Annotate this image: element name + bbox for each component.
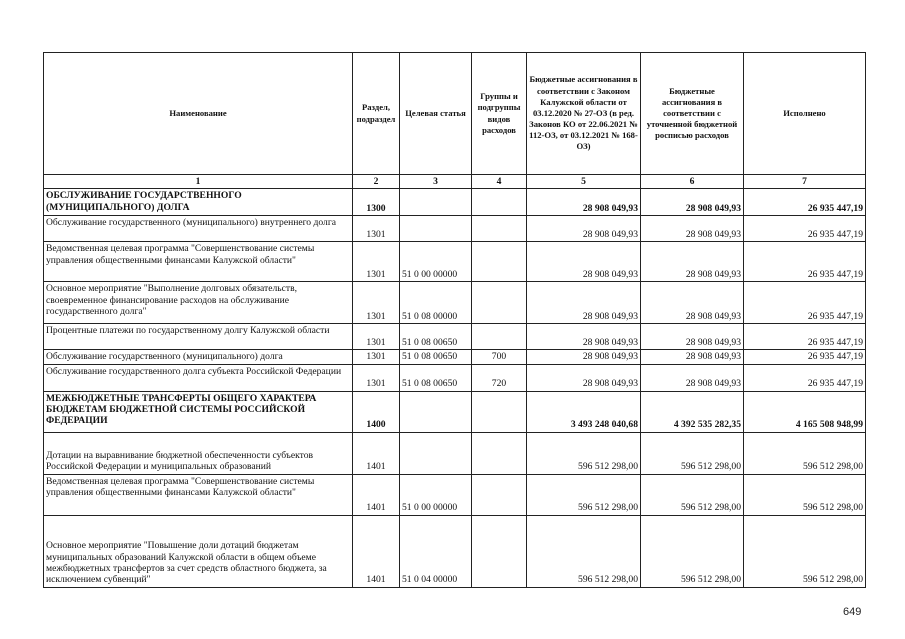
row-section: 1301	[353, 282, 400, 324]
row-target	[400, 216, 472, 242]
row-target	[400, 189, 472, 216]
row-section: 1400	[353, 391, 400, 432]
header-name: Наименование	[44, 53, 353, 175]
table-row	[44, 515, 866, 587]
header-section: Раздел, подраздел	[353, 53, 400, 175]
row-group	[472, 282, 527, 324]
row-group: 700	[472, 350, 527, 364]
row-section: 1300	[353, 189, 400, 216]
table-row	[44, 282, 866, 324]
row-refined-amount: 28 908 049,93	[641, 216, 744, 242]
row-target: 51 0 04 00000	[400, 515, 472, 587]
row-group	[472, 391, 527, 432]
row-target: 51 0 08 00650	[400, 364, 472, 391]
row-refined-amount: 596 512 298,00	[641, 474, 744, 515]
row-name: Основное мероприятие "Повышение доли дотаций бюджетам муниципальных образований Калужской области в общем объеме межбюджетных трансфертов за счет средств областного бюджета, за исключением субвенций"	[44, 515, 353, 587]
column-number: 1	[44, 175, 353, 189]
table-row	[44, 364, 866, 391]
header-expense-groups: Группы и подгруппы видов расходов	[472, 53, 527, 175]
row-section: 1301	[353, 242, 400, 282]
row-section: 1301	[353, 350, 400, 364]
row-name: Обслуживание государственного долга субъекта Российской Федерации	[44, 364, 353, 391]
row-section: 1301	[353, 364, 400, 391]
table-row	[44, 350, 866, 364]
row-group	[472, 216, 527, 242]
row-group	[472, 432, 527, 474]
table-row	[44, 432, 866, 474]
table-row	[44, 324, 866, 350]
column-number: 6	[641, 175, 744, 189]
table-row	[44, 216, 866, 242]
header-executed: Исполнено	[744, 53, 866, 175]
row-law-amount: 28 908 049,93	[527, 242, 641, 282]
column-number: 3	[400, 175, 472, 189]
row-executed-amount: 596 512 298,00	[744, 515, 866, 587]
row-target: 51 0 08 00650	[400, 350, 472, 364]
row-target: 51 0 08 00000	[400, 282, 472, 324]
row-name: МЕЖБЮДЖЕТНЫЕ ТРАНСФЕРТЫ ОБЩЕГО ХАРАКТЕРА БЮДЖЕТАМ БЮДЖЕТНОЙ СИСТЕМЫ РОССИЙСКОЙ ФЕДЕРАЦИИ	[44, 391, 353, 432]
row-section: 1301	[353, 324, 400, 350]
row-executed-amount: 26 935 447,19	[744, 324, 866, 350]
row-executed-amount: 26 935 447,19	[744, 216, 866, 242]
row-target: 51 0 08 00650	[400, 324, 472, 350]
row-name: Ведомственная целевая программа "Совершенствование системы управления общественными финансами Калужской области"	[44, 474, 353, 515]
column-number: 7	[744, 175, 866, 189]
row-refined-amount: 28 908 049,93	[641, 324, 744, 350]
row-law-amount: 28 908 049,93	[527, 364, 641, 391]
column-number: 5	[527, 175, 641, 189]
row-section: 1401	[353, 432, 400, 474]
header-law-appropriations: Бюджетные ассигнования в соответствии с Законом Калужской области от 03.12.2020 № 27-ОЗ (в ред. Законов КО от 22.06.2021 № 112-ОЗ, от 03.12.2021 № 168-ОЗ)	[527, 53, 641, 175]
row-law-amount: 596 512 298,00	[527, 515, 641, 587]
row-law-amount: 28 908 049,93	[527, 324, 641, 350]
row-section: 1401	[353, 474, 400, 515]
row-group	[472, 324, 527, 350]
row-law-amount: 28 908 049,93	[527, 350, 641, 364]
row-group	[472, 189, 527, 216]
row-executed-amount: 26 935 447,19	[744, 350, 866, 364]
row-refined-amount: 596 512 298,00	[641, 432, 744, 474]
row-refined-amount: 28 908 049,93	[641, 242, 744, 282]
row-executed-amount: 4 165 508 948,99	[744, 391, 866, 432]
row-refined-amount: 28 908 049,93	[641, 282, 744, 324]
row-group: 720	[472, 364, 527, 391]
row-name: Дотации на выравнивание бюджетной обеспеченности субъектов Российской Федерации и муниципальных образований	[44, 432, 353, 474]
row-target	[400, 432, 472, 474]
row-law-amount: 28 908 049,93	[527, 282, 641, 324]
row-executed-amount: 596 512 298,00	[744, 432, 866, 474]
page-number: 649	[843, 606, 862, 618]
column-number-row	[44, 175, 866, 189]
row-section: 1301	[353, 216, 400, 242]
row-law-amount: 596 512 298,00	[527, 474, 641, 515]
header-row	[44, 53, 866, 175]
row-law-amount: 596 512 298,00	[527, 432, 641, 474]
row-name: Обслуживание государственного (муниципального) долга	[44, 350, 353, 364]
row-name: Обслуживание государственного (муниципального) внутреннего долга	[44, 216, 353, 242]
budget-table	[43, 52, 866, 588]
row-name: Ведомственная целевая программа "Совершенствование системы управления общественными финансами Калужской области"	[44, 242, 353, 282]
table-row	[44, 391, 866, 432]
table-row	[44, 242, 866, 282]
row-name: Основное мероприятие "Выполнение долговых обязательств, своевременное финансирование расходов на обслуживание государственного долга"	[44, 282, 353, 324]
row-refined-amount: 28 908 049,93	[641, 350, 744, 364]
row-refined-amount: 4 392 535 282,35	[641, 391, 744, 432]
row-group	[472, 515, 527, 587]
budget-table-container	[43, 52, 866, 588]
row-target: 51 0 00 00000	[400, 474, 472, 515]
table-row	[44, 474, 866, 515]
row-law-amount: 3 493 248 040,68	[527, 391, 641, 432]
row-executed-amount: 26 935 447,19	[744, 282, 866, 324]
header-refined-appropriations: Бюджетные ассигнования в соответствии с уточненной бюджетной росписью расходов	[641, 53, 744, 175]
row-refined-amount: 28 908 049,93	[641, 189, 744, 216]
row-group	[472, 474, 527, 515]
row-name: ОБСЛУЖИВАНИЕ ГОСУДАРСТВЕННОГО (МУНИЦИПАЛЬНОГО) ДОЛГА	[44, 189, 353, 216]
row-target: 51 0 00 00000	[400, 242, 472, 282]
column-number: 2	[353, 175, 400, 189]
row-refined-amount: 596 512 298,00	[641, 515, 744, 587]
row-refined-amount: 28 908 049,93	[641, 364, 744, 391]
row-law-amount: 28 908 049,93	[527, 189, 641, 216]
row-section: 1401	[353, 515, 400, 587]
table-row	[44, 189, 866, 216]
row-executed-amount: 26 935 447,19	[744, 364, 866, 391]
row-target	[400, 391, 472, 432]
row-executed-amount: 596 512 298,00	[744, 474, 866, 515]
header-target-article: Целевая статья	[400, 53, 472, 175]
row-name: Процентные платежи по государственному долгу Калужской области	[44, 324, 353, 350]
row-executed-amount: 26 935 447,19	[744, 242, 866, 282]
row-group	[472, 242, 527, 282]
row-executed-amount: 26 935 447,19	[744, 189, 866, 216]
column-number: 4	[472, 175, 527, 189]
row-law-amount: 28 908 049,93	[527, 216, 641, 242]
